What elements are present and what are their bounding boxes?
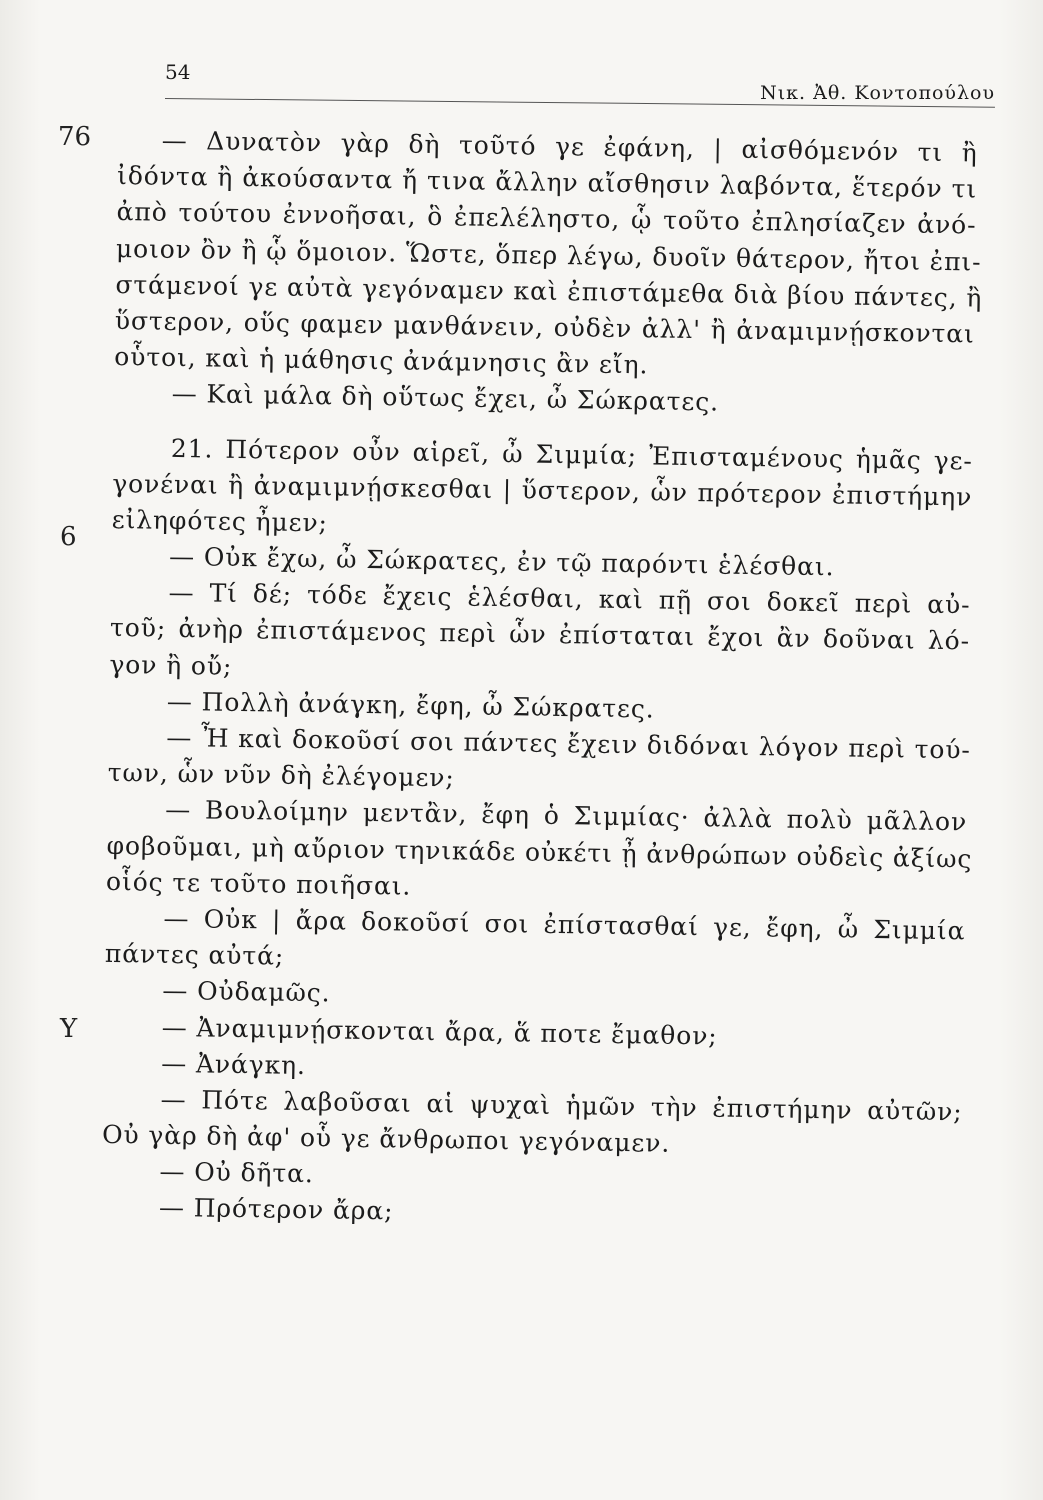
running-head: Νικ. Ἀθ. Κοντοπούλου — [760, 82, 995, 104]
text-line: — Βουλοίμην μεντἂν, ἔφη ὁ Σιμμίας· ἀλλὰ πολὺ μᾶλλον — [164, 795, 968, 837]
text-line: ὕστερον, οὕς φαμεν μανθάνειν, οὐδὲν ἀλλ' ἢ ἀναμιμνῄσκονται — [114, 305, 976, 349]
text-line: εἰληφότες ἦμεν; — [111, 504, 329, 538]
page-header — [165, 58, 995, 104]
text-line: — Ἀνάγκη. — [160, 1048, 307, 1080]
text-line: 21. Πότερον οὖν αἱρεῖ, ὦ Σιμμία; Ἐπισταμένους ἡμᾶς γε- — [170, 433, 974, 475]
text-line: μοιον ὂν ἢ ᾧ ὅμοιον. Ὥστε, ὅπερ λέγω, δυοῖν θάτερον, ἤτοι ἐπι- — [115, 233, 982, 277]
text-line: των, ὧν νῦν δὴ ἐλέγομεν; — [107, 758, 455, 793]
text-line: πάντες αὐτά; — [104, 939, 285, 971]
text-line: — Ἦ καὶ δοκοῦσί σοι πάντες ἔχειν διδόναι λόγον περὶ τού- — [166, 722, 972, 765]
text-line: ἰδόντα ἢ ἀκούσαντα ἤ τινα ἄλλην αἴσθησιν λαβόντα, ἕτερόν τι — [116, 161, 978, 204]
text-line: — Ἀναμιμνῄσκονται ἄρα, ἅ ποτε ἔμαθον; — [161, 1012, 718, 1051]
text-line: — Οὐκ | ἄρα δοκοῦσί σοι ἐπίστασθαί γε, ἔφη, ὦ Σιμμία — [163, 903, 966, 946]
margin-section-b: 6 — [60, 522, 77, 552]
text-line: Οὐ γὰρ δὴ ἀφ' οὗ γε ἄνθρωποι γεγόναμεν. — [101, 1119, 671, 1158]
text-line: γονέναι ἢ ἀναμιμνῄσκεσθαι | ὕστερον, ὧν πρότερον ἐπιστήμην — [112, 468, 973, 512]
text-line: γον ἢ οὔ; — [109, 649, 233, 681]
text-line: ἀπὸ τούτου ἐννοῆσαι, ὃ ἐπελέληστο, ᾧ τοῦτο ἐπλησίαζεν ἀνό- — [116, 197, 977, 240]
text-line: οἷός τε τοῦτο ποιῆσαι. — [105, 866, 412, 901]
page-text — [101, 122, 983, 1239]
margin-section-c: Υ — [60, 1014, 78, 1044]
text-line: — Δυνατὸν γὰρ δὴ τοῦτό γε ἐφάνη, | αἰσθόμενόν τι ἢ — [161, 125, 978, 168]
page-number: 54 — [165, 60, 191, 84]
text-line: οὗτοι, καὶ ἡ μάθησις ἀνάμνησις ἂν εἴη. — [114, 342, 649, 380]
text-line: τοῦ; ἀνὴρ ἐπιστάμενος περὶ ὧν ἐπίσταται ἔχοι ἂν δοῦναι λό- — [109, 613, 971, 656]
text-line: — Τί δέ; τόδε ἔχεις ἑλέσθαι, καὶ πῇ σοι δοκεῖ περὶ αὐ- — [168, 578, 971, 620]
margin-line-number: 76 — [58, 122, 92, 152]
text-line: — Πότε λαβοῦσαι αἱ ψυχαὶ ἡμῶν τὴν ἐπιστήμην αὐτῶν; — [160, 1084, 963, 1127]
text-line: στάμενοί γε αὐτὰ γεγόναμεν καὶ ἐπιστάμεθα διὰ βίου πάντες, ἢ — [115, 269, 983, 313]
text-line: — Πρότερον ἄρα; — [158, 1193, 394, 1226]
text-line: — Καὶ μάλα δὴ οὕτως ἔχει, ὦ Σώκρατες. — [171, 379, 720, 417]
text-line: — Οὐκ ἔχω, ὦ Σώκρατες, ἐν τῷ παρόντι ἑλέσθαι. — [168, 541, 835, 582]
text-line: — Πολλὴ ἀνάγκη, ἔφη, ὦ Σώκρατες. — [166, 686, 655, 724]
text-line: φοβοῦμαι, μὴ αὔριον τηνικάδε οὐκέτι ᾖ ἀνθρώπων οὐδεὶς ἀξίως — [106, 830, 973, 874]
text-line: — Οὐδαμῶς. — [162, 976, 331, 1008]
text-line: — Οὐ δῆτα. — [159, 1157, 315, 1189]
